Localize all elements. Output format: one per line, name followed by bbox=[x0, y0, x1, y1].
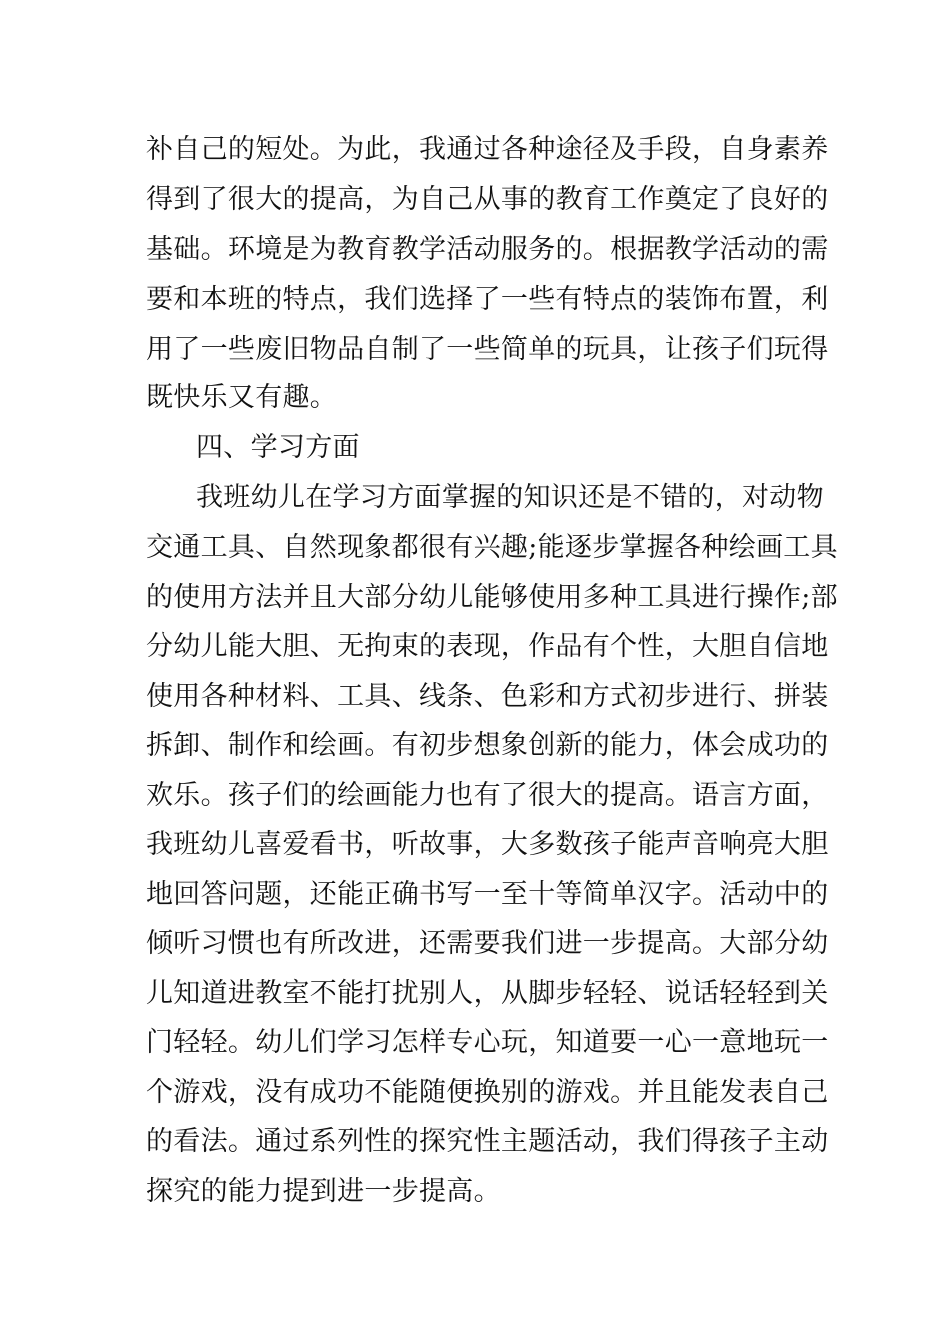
text-line-4: 要和本班的特点，我们选择了一些有特点的装饰布置，利 bbox=[146, 284, 829, 315]
text-line-9: 交通工具、自然现象都很有兴趣;能逐步掌握各种绘画工具 bbox=[146, 532, 838, 563]
text-line-11: 分幼儿能大胆、无拘束的表现，作品有个性，大胆自信地 bbox=[146, 631, 829, 662]
text-line-2: 得到了很大的提高，为自己从事的教育工作奠定了良好的 bbox=[146, 184, 829, 215]
text-line-20: 个游戏，没有成功不能随便换别的游戏。并且能发表自己 bbox=[146, 1077, 829, 1108]
text-line-19: 门轻轻。幼儿们学习怎样专心玩，知道要一心一意地玩一 bbox=[146, 1027, 829, 1058]
text-line-16: 地回答问题，还能正确书写一至十等简单汉字。活动中的 bbox=[146, 879, 829, 910]
text-line-5: 用了一些废旧物品自制了一些简单的玩具，让孩子们玩得 bbox=[146, 334, 829, 365]
text-line-15: 我班幼儿喜爱看书，听故事，大多数孩子能声音响亮大胆 bbox=[146, 829, 829, 860]
section-heading: 四、学习方面 bbox=[196, 432, 360, 463]
text-line-13: 拆卸、制作和绘画。有初步想象创新的能力，体会成功的 bbox=[146, 730, 829, 761]
paragraph-first-line: 我班幼儿在学习方面掌握的知识还是不错的，对动物 bbox=[196, 482, 824, 513]
text-line-17: 倾听习惯也有所改进，还需要我们进一步提高。大部分幼 bbox=[146, 928, 829, 959]
text-line-18: 儿知道进教室不能打扰别人，从脚步轻轻、说话轻轻到关 bbox=[146, 978, 829, 1009]
text-line-3: 基础。环境是为教育教学活动服务的。根据教学活动的需 bbox=[146, 234, 829, 265]
text-line-12: 使用各种材料、工具、线条、色彩和方式初步进行、拼装 bbox=[146, 681, 829, 712]
text-line-1: 补自己的短处。为此，我通过各种途径及手段，自身素养 bbox=[146, 134, 829, 165]
text-line-10: 的使用方法并且大部分幼儿能够使用多种工具进行操作;部 bbox=[146, 582, 838, 613]
text-line-6: 既快乐又有趣。 bbox=[146, 382, 338, 413]
text-line-21: 的看法。通过系列性的探究性主题活动，我们得孩子主动 bbox=[146, 1126, 829, 1157]
text-line-22: 探究的能力提到进一步提高。 bbox=[146, 1176, 501, 1207]
text-line-14: 欢乐。孩子们的绘画能力也有了很大的提高。语言方面， bbox=[146, 780, 829, 811]
